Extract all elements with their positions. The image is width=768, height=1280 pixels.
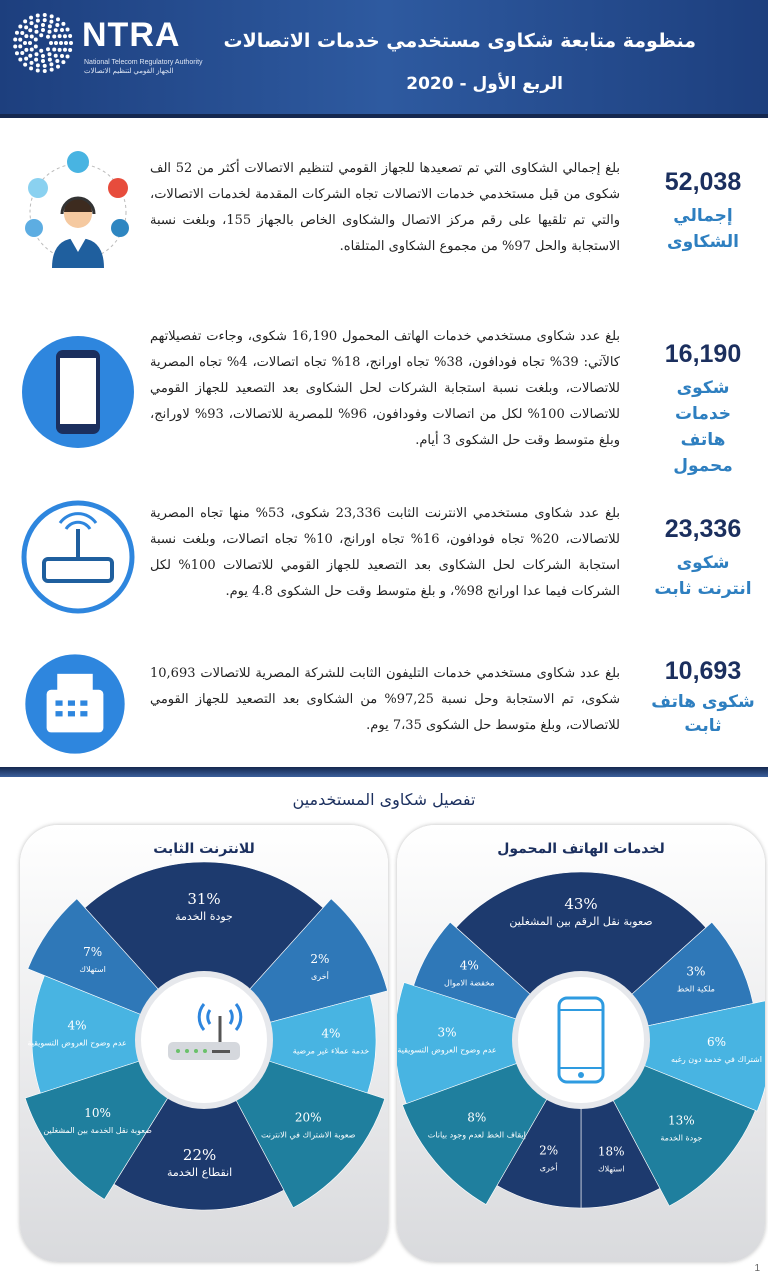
call-center-agent-icon bbox=[16, 150, 140, 274]
wheel-center bbox=[515, 974, 647, 1106]
segment-label: استهلاك bbox=[598, 1164, 625, 1174]
ntra-logo bbox=[12, 12, 202, 82]
stat-block bbox=[648, 657, 758, 738]
segment-label: صعوبة نقل الخدمة بين المشغلين bbox=[43, 1126, 152, 1136]
section-divider bbox=[0, 767, 768, 777]
page-title: منظومة متابعة شكاوى مستخدمي خدمات الاتصالات bbox=[223, 30, 696, 52]
stat-number: 23,336 bbox=[664, 515, 742, 543]
segment-label: صعوبة نقل الرقم بين المشغلين bbox=[509, 915, 653, 928]
segment-label: جودة الخدمة bbox=[660, 1133, 703, 1143]
section-description: بلغ عدد شكاوى مستخدمي خدمات التليفون الثابت للشركة المصرية للاتصالات 10,693 شكوى، تم الاستجابة وحل نسبة 97,25% من الشكاوى بعد التصعيد للجهاز القومي للاتصالات، وبلغ متوسط حل الشكوى 7،35 يوم. bbox=[150, 666, 620, 733]
segment-value: 4% bbox=[459, 958, 479, 973]
segment-value: 10% bbox=[84, 1106, 111, 1121]
mobile-phone-icon bbox=[16, 330, 140, 454]
segment-value: 8% bbox=[467, 1110, 487, 1125]
stat-label: شكوى هاتف ثابت bbox=[651, 692, 755, 736]
segment-label: جودة الخدمة bbox=[175, 910, 233, 923]
internet-complaints-wheel bbox=[20, 825, 388, 1262]
panel-mobile-breakdown bbox=[397, 825, 765, 1262]
stat-label: شكوى خدمات هاتف محمول bbox=[673, 378, 733, 476]
segment-value: 43% bbox=[564, 895, 598, 913]
panel-title: للانترنت الثابت bbox=[153, 841, 255, 857]
segment-value: 18% bbox=[597, 1144, 625, 1159]
mobile-complaints-wheel bbox=[397, 825, 765, 1262]
stat-block bbox=[648, 515, 758, 602]
page-number: 1 bbox=[754, 1263, 760, 1274]
logo-text: NTRA bbox=[82, 16, 181, 54]
stat-number: 52,038 bbox=[664, 168, 742, 196]
panel-title: لخدمات الهاتف المحمول bbox=[497, 841, 665, 857]
segment-label: أخرى bbox=[311, 971, 329, 981]
panel-fixed-internet-breakdown bbox=[20, 825, 388, 1262]
stat-number: 16,190 bbox=[664, 340, 742, 368]
segment-value: 6% bbox=[706, 1034, 727, 1049]
segment-label: صعوبة الاشتراك في الانترنت bbox=[260, 1130, 356, 1140]
stat-block bbox=[648, 168, 758, 255]
stat-label: شكوى انترنت ثابت bbox=[654, 553, 752, 599]
segment-value: 2% bbox=[539, 1143, 559, 1158]
segment-value: 7% bbox=[83, 944, 103, 959]
segment-value: 3% bbox=[686, 964, 706, 979]
segment-value: 4% bbox=[321, 1026, 341, 1041]
segment-label: مخفضة الاموال bbox=[444, 978, 495, 988]
stat-number: 10,693 bbox=[664, 657, 742, 685]
logo-subtitle-ar: الجهاز القومي لتنظيم الاتصالات bbox=[84, 68, 174, 75]
logo-subtitle-en: National Telecom Regulatory Authority bbox=[84, 59, 203, 66]
segment-label: عدم وضوح العروض التسويقية bbox=[397, 1045, 497, 1055]
breakdown-title: تفصيل شكاوى المستخدمين bbox=[292, 790, 476, 809]
segment-label: ملكية الخط bbox=[676, 984, 715, 994]
section-description: بلغ عدد شكاوى مستخدمي خدمات الهاتف المحمول 16,190 شكوى، وجاءت تفصيلاتهم كالآتي: 39% تجاه فودافون، 38% تجاه اورانج، 18% تجاه اتصالات، 4% تجاه المصرية للاتصالات، وبلغت نسبة استجابة الشركات لحل الشكاوى بعد التصعيد للجهاز القومي للاتصالات 100% لكل من اتصالات وفودافون، 96% للمصرية للاتصالات، 93% لاورانج، وبلغ متوسط وقت حل الشكوى 3 أيام. bbox=[150, 329, 621, 448]
segment-value: 2% bbox=[310, 951, 330, 966]
page-subtitle: الربع الأول - 2020 bbox=[406, 74, 563, 94]
router-icon bbox=[16, 495, 140, 619]
header-banner bbox=[0, 0, 768, 118]
stat-label: إجمالي الشكاوى bbox=[667, 206, 739, 252]
wheel-center bbox=[138, 974, 270, 1106]
segment-label: إيقاف الخط لعدم وجود بيانات bbox=[427, 1130, 526, 1140]
segment-value: 4% bbox=[67, 1018, 87, 1033]
segment-label: عدم وضوح العروض التسويقية bbox=[27, 1038, 127, 1048]
landline-phone-icon bbox=[20, 649, 130, 759]
segment-value: 3% bbox=[437, 1025, 457, 1040]
segment-label: انقطاع الخدمة bbox=[167, 1165, 233, 1179]
logo-dots-icon bbox=[12, 12, 74, 74]
segment-label: استهلاك bbox=[79, 964, 106, 974]
segment-value: 20% bbox=[294, 1110, 322, 1125]
section-description: بلغ عدد شكاوى مستخدمي الانترنت الثابت 23,336 شكوى، 53% منها تجاه المصرية للاتصالات، 20% تجاه فودافون، 16% تجاه اورانج، 10% تجاه اتصالات، وبلغت نسبة استجابة الشركات لحل الشكاوى بعد التصعيد للجهاز القومي للاتصالات 100% لكل الشركات فيما عدا اورانج 98%، و بلغ متوسط وقت حل الشكوى 4.8 يوم. bbox=[150, 506, 620, 599]
section-description: بلغ إجمالي الشكاوى التي تم تصعيدها للجهاز القومي لتنظيم الاتصالات أكثر من 52 الف شكوى من قبل مستخدمي خدمات الاتصالات تجاه الشركات المقدمة لخدمات الاتصالات، والتي تم تلقيها على رقم مركز الاتصال والشكاوى الخاص بالجهاز 155، وبلغت نسبة الاستجابة والحل 97% من مجموع الشكاوى المتلقاه. bbox=[150, 161, 620, 254]
stat-block bbox=[648, 340, 758, 479]
segment-label: خدمة عملاء غير مرضية bbox=[292, 1046, 370, 1056]
logo-subtitle bbox=[84, 58, 214, 76]
segment-label: اشتراك في خدمة دون رغبه bbox=[670, 1054, 762, 1064]
segment-value: 13% bbox=[667, 1113, 695, 1128]
segment-value: 22% bbox=[182, 1145, 217, 1164]
segment-label: أخرى bbox=[539, 1163, 558, 1173]
segment-value: 31% bbox=[187, 890, 221, 908]
